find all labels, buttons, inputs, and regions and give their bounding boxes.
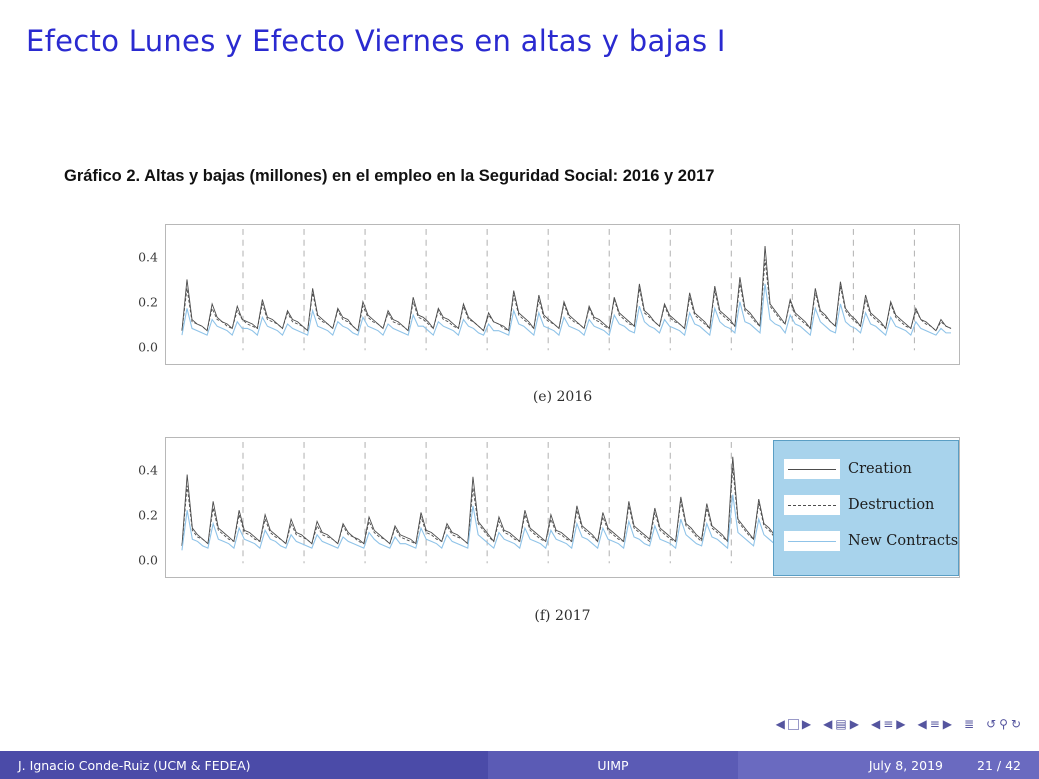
legend-label: Creation [848,461,912,477]
stacked-squares-icon: ▤ [835,717,847,731]
legend-swatch [784,459,840,479]
legend-item [784,487,948,523]
search-icon: ⚲ [999,717,1008,731]
legend-label: New Contracts [848,533,959,549]
triangle-right-icon: ▶ [801,717,812,731]
triangle-right-icon: ▶ [849,717,859,731]
footer-venue: UIMP [488,751,737,779]
square-icon [788,719,799,730]
lines-icon: ≣ [964,717,975,731]
triangle-left-icon: ◀ [870,717,881,731]
triangle-right-icon: ▶ [942,717,953,731]
y-tick-label: 0.4 [138,249,158,265]
lines-icon: ≡ [929,717,940,731]
footer-date: July 8, 2019 [868,757,943,773]
back-circle-icon: ↺ [986,717,997,731]
beamer-navigation [776,718,1021,730]
y-axis-labels-2017 [118,437,158,578]
triangle-right-icon: ▶ [896,717,906,731]
nav-first-slide[interactable] [776,718,811,730]
series-line [182,259,951,330]
lines-icon: ≡ [883,717,894,731]
legend-line-icon [788,469,836,470]
nav-next-frame[interactable] [917,718,952,730]
footer [0,751,1039,779]
y-tick-label: 0.2 [138,507,158,523]
chart-subcaption-2016: (e) 2016 [532,389,593,405]
triangle-left-icon: ◀ [775,717,785,731]
y-tick-label: 0.2 [138,294,158,310]
y-tick-label: 0.4 [138,462,158,478]
y-axis-labels-2016 [118,224,158,365]
nav-prev-section[interactable] [823,718,859,730]
y-tick-label: 0.0 [138,339,158,355]
triangle-left-icon: ◀ [917,717,927,731]
legend-line-icon [788,541,836,542]
page-title: Efecto Lunes y Efecto Viernes en altas y bajas I [26,24,726,58]
figure-caption: Gráfico 2. Altas y bajas (millones) en el empleo en la Seguridad Social: 2016 y 2017 [64,167,715,185]
chart-plot-2016 [166,225,959,364]
footer-page: 21 / 42 [977,757,1021,773]
legend-item [784,451,948,487]
chart-panel-2016 [165,224,960,365]
chart-subcaption-2017: (f) 2017 [534,608,591,624]
footer-right [738,751,1039,779]
y-tick-label: 0.0 [138,552,158,568]
series-line [182,246,951,331]
footer-author: J. Ignacio Conde-Ruiz (UCM & FEDEA) [0,751,488,779]
nav-frame-icon[interactable] [964,718,974,730]
chart-legend [773,440,959,576]
legend-swatch [784,531,840,551]
forward-circle-icon: ↻ [1010,717,1021,731]
legend-item [784,523,959,559]
nav-prev-subsection[interactable] [871,718,906,730]
legend-swatch [784,495,840,515]
legend-line-icon [788,505,836,506]
legend-label: Destruction [848,497,935,513]
nav-zoom-controls[interactable] [986,718,1021,730]
triangle-left-icon: ◀ [823,717,833,731]
